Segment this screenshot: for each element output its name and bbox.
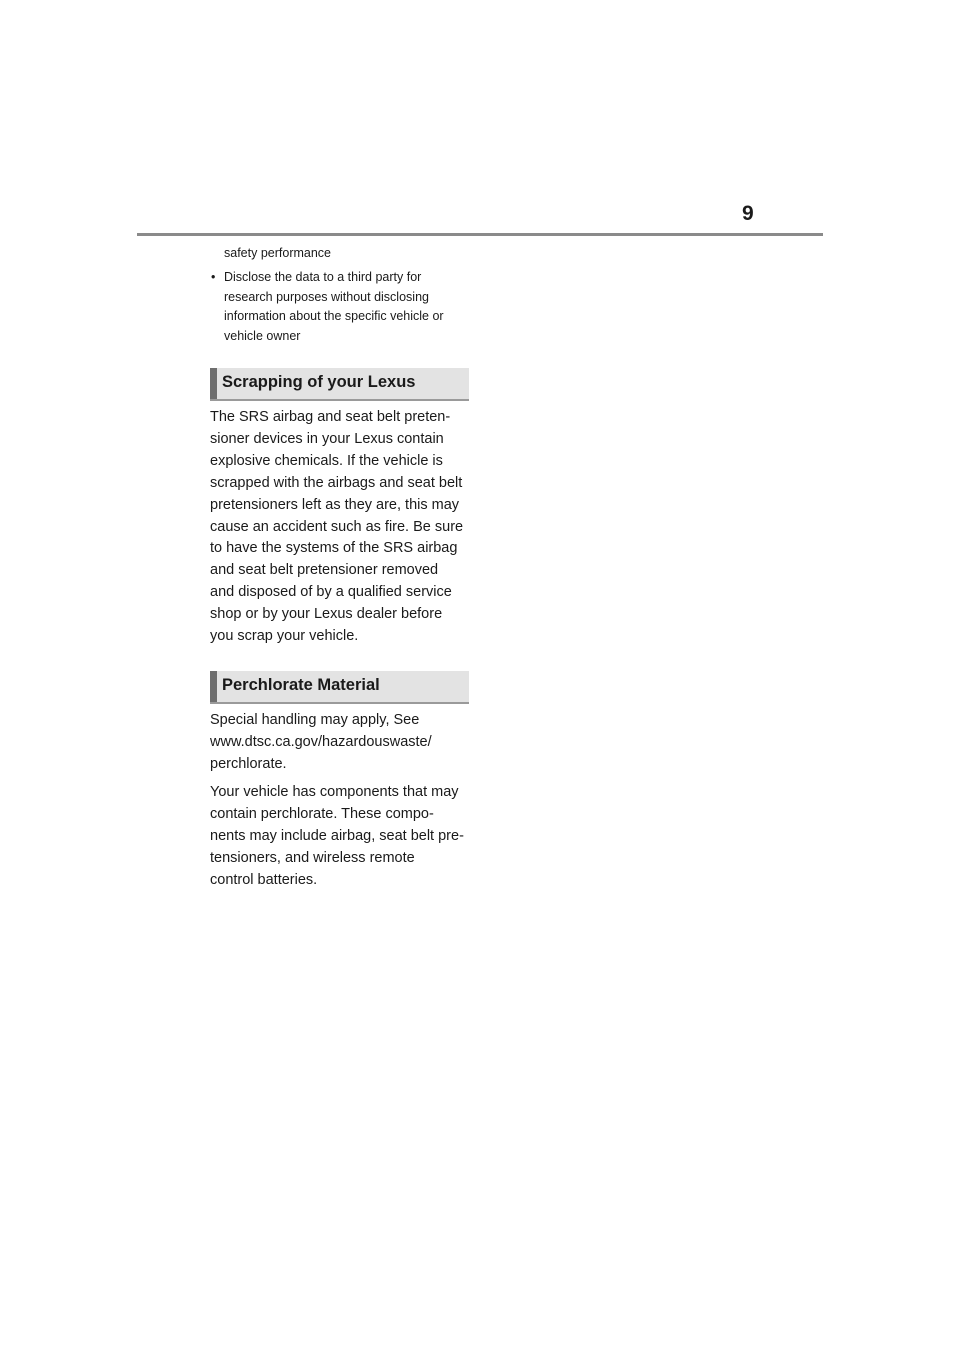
paragraph-line: and disposed of by a qualified service	[210, 584, 452, 601]
paragraph-line: to have the systems of the SRS airbag	[210, 540, 458, 557]
paragraph-line: you scrap your vehicle.	[210, 628, 359, 645]
scrapping-paragraph	[210, 407, 472, 648]
bullet-text	[224, 268, 481, 346]
section-title: Perchlorate Material	[222, 676, 380, 694]
bullet-line: research purposes without disclosing	[224, 289, 429, 304]
bullet-line: vehicle owner	[224, 328, 301, 343]
header-rule	[137, 233, 823, 236]
perchlorate-paragraph-2	[210, 782, 472, 892]
section-marker-bar	[210, 368, 217, 399]
paragraph-line: pretensioners left as they are, this may	[210, 496, 460, 513]
paragraph-line: www.dtsc.ca.gov/hazardouswaste/	[210, 733, 432, 750]
paragraph-line: tensioners, and wireless remote	[210, 849, 415, 866]
paragraph-line: The SRS airbag and seat belt preten-	[210, 409, 451, 425]
bullet-line: Disclose the data to a third party for	[224, 270, 422, 284]
paragraph-line: control batteries.	[210, 871, 318, 888]
bullet-mark: •	[211, 270, 216, 284]
paragraph-line: explosive chemicals. If the vehicle is	[210, 452, 443, 469]
continuation-text: safety performance	[224, 246, 331, 260]
bullet-line: information about the specific vehicle or	[224, 309, 444, 323]
paragraph-line: nents may include airbag, seat belt pre-	[210, 827, 464, 844]
paragraph-line: contain perchlorate. These compo-	[210, 805, 434, 822]
section-marker-bar	[210, 671, 217, 702]
paragraph-line: cause an accident such as fire. Be sure	[210, 518, 464, 535]
paragraph-line: Special handling may apply, See	[210, 712, 420, 728]
perchlorate-paragraph-1	[210, 710, 472, 776]
section-header-perchlorate	[210, 671, 469, 704]
paragraph-line: scrapped with the airbags and seat belt	[210, 474, 463, 491]
section-header-scrapping	[210, 368, 469, 401]
paragraph-line: perchlorate.	[210, 755, 287, 772]
page-number: 9	[742, 202, 754, 225]
paragraph-line: sioner devices in your Lexus contain	[210, 430, 444, 447]
paragraph-line: Your vehicle has components that may	[210, 784, 459, 800]
bullet-item	[211, 268, 481, 346]
paragraph-line: and seat belt pretensioner removed	[210, 562, 439, 579]
section-title: Scrapping of your Lexus	[222, 373, 416, 391]
paragraph-line: shop or by your Lexus dealer before	[210, 606, 443, 623]
